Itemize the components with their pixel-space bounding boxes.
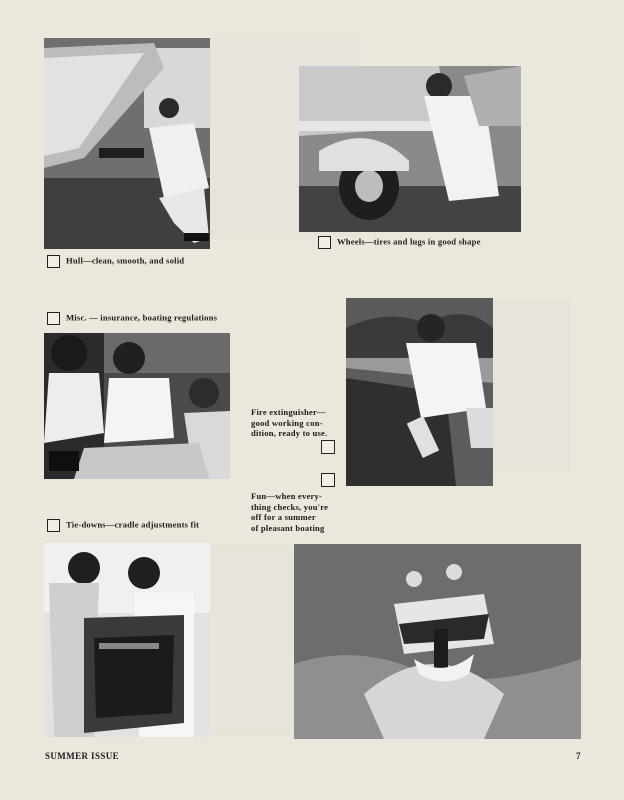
footer-issue: SUMMER ISSUE [45,751,120,761]
checkbox-fun[interactable] [321,473,335,487]
checkbox-tie-downs[interactable] [47,519,60,532]
checkbox-fire-extinguisher[interactable] [321,440,335,454]
caption-fire-line-1: Fire extinguisher— [251,407,326,417]
bleed-through-block [490,300,570,470]
caption-hull [47,255,184,268]
caption-fire-line-2: good working con- [251,417,323,428]
caption-misc [47,312,217,325]
photo-wheel-check [299,66,521,232]
caption-fun-line-3: off for a summer [251,512,316,522]
checkbox-misc[interactable] [47,312,60,325]
caption-fun-line-2: thing checks, you're [251,501,329,512]
photo-fire-extinguisher [346,298,493,486]
checkbox-wheels[interactable] [318,236,331,249]
checkbox-hull[interactable] [47,255,60,268]
caption-wheels-text: Wheels—tires and lugs in good shape [337,236,481,247]
caption-fun [251,491,328,533]
page-number: 7 [576,751,581,761]
bleed-through-block [210,545,295,735]
caption-fire-extinguisher [251,407,327,439]
caption-fun-line-1: Fun—when every- [251,491,323,501]
photo-hull-inspection [44,38,210,249]
caption-tie-downs-text: Tie-downs—cradle adjustments fit [66,519,200,530]
caption-wheels [318,236,481,249]
caption-hull-text: Hull—clean, smooth, and solid [66,255,185,266]
caption-misc-text: Misc. — insurance, boating regulations [66,312,218,323]
photo-boating-fun [294,544,581,739]
caption-fire-line-3: dition, ready to use. [251,428,328,438]
caption-tie-downs [47,519,199,532]
caption-fun-line-4: of pleasant boating [251,522,325,533]
photo-tie-downs [44,543,210,737]
photo-insurance-regulations [44,333,230,479]
